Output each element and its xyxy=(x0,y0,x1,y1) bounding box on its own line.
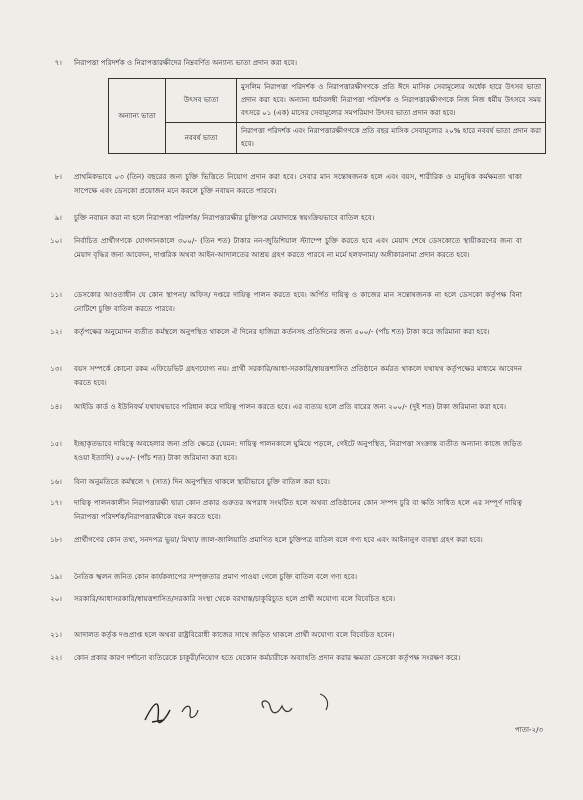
handwritten-signatures xyxy=(140,690,400,740)
clause-text: নিরাপত্তা পরিদর্শক ও নিরাপত্তারক্ষীদের নিম্নবর্ণিত অন্যান্য ভাতা প্রদান করা হবে। xyxy=(74,58,298,67)
clause-text: ডেসকোর আওতাধীন যে কোন স্থাপনা/ অফিস/ দপ্তরে দায়িত্ব পালন করতে হবে। অর্পিত দায়িত্ব ও কাজের মান সন্তোষজনক না হলে ডেসকো কর্তৃপক্ষ বিনা নোটিশে চুক্তি বাতিল করতে পারবে। xyxy=(74,290,522,313)
clause-text: দায়িত্ব পালনকালীন নিরাপত্তারক্ষী দ্বারা কোন প্রকার গুরুতর অপরাধ সংঘটিত হলে অথবা প্রতিষ্ঠানের কোন সম্পদ চুরি বা ক্ষতি সাধিত হলে এর সম্পূর্ণ দায়িত্ব নিরাপত্তা পরিদর্শক/নিরাপত্তারক্ষীকে বহন করতে হবে। xyxy=(74,498,522,521)
allowance-row-label: উৎসব ভাতা xyxy=(166,79,237,123)
clause-number: ২০। xyxy=(50,594,62,603)
clause-number: ২২। xyxy=(50,653,62,662)
clause-text: কর্তৃপক্ষের অনুমোদন ব্যতীত কর্মস্থলে অনুপস্থিত থাকলে ঐ দিনের হাজিরা কর্তনসহ প্রতিদিনের জন্য ৫০০/- (পাঁচ শত) টাকা করে জরিমানা করা হবে। xyxy=(74,327,490,336)
clause-text: বিনা অনুমতিতে কর্মস্থলে ৭ (সাত) দিন অনুপস্থিত থাকলে স্থায়ীভাবে চুক্তি বাতিল করা হবে। xyxy=(74,477,330,486)
clause-number: ১৩। xyxy=(50,364,62,373)
clause-number: ৭। xyxy=(54,58,62,67)
allowance-row-text: নিরাপত্তা পরিদর্শক এবং নিরাপত্তারক্ষীগণকে প্রতি বছর মাসিক সেবামূল্যের ২০% হারে নববর্ষ ভাতা প্রদান করা হবে। xyxy=(237,123,546,154)
clause-text: বয়স সম্পর্কে কোনো রকম এফিডেভিট গ্রহণযোগ্য নয়। প্রার্থী সরকারি/আধা-সরকারি/স্বায়ত্তশাসিত প্রতিষ্ঠানে কর্মরত থাকলে যথাযথ কর্তৃপক্ষের মাধ্যমে আবেদন করতে হবে। xyxy=(74,364,522,387)
clause-text: প্রার্থীগণের কোন তথ্য, সনদপত্র ভুয়া/ মিথ্যা/ জাল-জালিয়াতি প্রমাণিত হলে চুক্তিপত্র বাতিল বলে গণ্য হবে এবং আইনানুগ ব্যবস্থা গ্রহণ করা হবে। xyxy=(74,535,483,544)
clause-number: ১০। xyxy=(50,236,62,245)
clause-text: নির্বাচিত প্রার্থীগণকে যোগদানকালে ৩০০/- (তিন শত) টাকার নন-জুডিশিয়াল স্ট্যাম্পে চুক্তি করতে হবে এবং মেয়াদ শেষে ডেসকোতে স্থায়ীকরণের জন্য বা মেয়াদ বৃদ্ধির জন্য আবেদন, দাপ্তরিক অথবা আইন-আদালতের আশ্রয় গ্রহণ করতে পারবে না মর্মে হলফনামা/ অঙ্গীকারনামা প্রদান করতে হবে। xyxy=(74,236,522,259)
clause-text: কোন প্রকার কারণ দর্শানো ব্যতিরেকে চাকুরী/নিয়োগ হতে যেকোন কর্মচারীকে অব্যাহতি প্রদান করার ক্ষমতা ডেসকো কর্তৃপক্ষ সংরক্ষণ করে। xyxy=(74,653,461,662)
allowance-row-label: নববর্ষ ভাতা xyxy=(166,123,237,154)
clause-number: ১৮। xyxy=(50,535,62,544)
clause-text: সরকারি/আধাসরকারি/স্বায়ত্তশাসিত/সরকারি সংস্থা থেকে বরখাস্ত/চাকুরিচ্যুত হলে প্রার্থী অযোগ্য বলে বিবেচিত হবে। xyxy=(74,594,396,603)
clause-number: ৯। xyxy=(54,213,62,222)
clause-number: ২১। xyxy=(50,630,62,639)
allowance-main-label: অন্যান্য ভাতা xyxy=(109,79,166,154)
page-number: পাতা-২/৩ xyxy=(514,726,543,734)
clause-text: ইচ্ছাকৃতভাবে দায়িত্বে অবহেলার জন্য প্রতি ক্ষেত্রে (যেমন: দায়িত্ব পালনকালে ঘুমিয়ে পড়লে, গেইটে অনুপস্থিত, নিরাপত্তা সংক্রান্ত ব্যতীত অন্যান্য কাজে জড়িত হওয়া ইত্যাদি) ৫০০/- (পাঁচ শত) টাকা জরিমানা করা হবে। xyxy=(74,439,522,462)
clause-number: ১৫। xyxy=(50,439,62,448)
clause-text: আদালত কর্তৃক দণ্ডপ্রাপ্ত হলে অথবা রাষ্ট্রবিরোধী কাজের সাথে জড়িত থাকলে প্রার্থী অযোগ্য বলে বিবেচিত হবেন। xyxy=(74,630,395,639)
allowance-row-text: মুসলিম নিরাপত্তা পরিদর্শক ও নিরাপত্তারক্ষীগণকে প্রতি ঈদে মাসিক সেবামূল্যের অর্ধেক হারে উৎসব ভাতা প্রদান করা হবে। অন্যান্য ধর্মাবলম্বী নিরাপত্তা পরিদর্শক ও নিরাপত্তারক্ষীগণকে নিজ নিজ ধর্মীয় উৎসবে সময় বৎসরে ০১ (এক) মাসের সেবামূল্যের সমপরিমাণ উৎসব ভাতা প্রদান করা হবে। xyxy=(237,79,546,123)
clause-number: ১১। xyxy=(50,290,62,299)
clause-number: ১৯। xyxy=(50,572,62,581)
clause-number: ১২। xyxy=(50,327,62,336)
clause-text: আইডি কার্ড ও ইউনিফর্ম যথাযথভাবে পরিধান করে দায়িত্ব পালন করতে হবে। এর ব্যত্যয় হলে প্রতি বারের জন্য ২০০/- (দুই শত) টাকা জরিমানা করা হবে। xyxy=(74,402,507,411)
clause-text: নৈতিক স্খলন জনিত কোন কার্যকলাপের সম্পৃক্ততার প্রমাণ পাওয়া গেলে চুক্তি বাতিল বলে গণ্য হবে। xyxy=(74,572,358,581)
clause-number: ৮। xyxy=(54,172,62,181)
clause-number: ১৬। xyxy=(50,477,62,486)
clause-text: চুক্তি নবায়ন করা না হলে নিরাপত্তা পরিদর্শক/ নিরাপত্তারক্ষীর চুক্তিপত্র মেয়াদান্তে স্বয়ংক্রিয়ভাবে বাতিল হবে। xyxy=(74,213,375,222)
clause-number: ১৪। xyxy=(50,402,62,411)
clause-text: প্রাথমিকভাবে ০৩ (তিন) বছরের জন্য চুক্তি ভিত্তিতে নিয়োগ প্রদান করা হবে। সেবার মান সন্তোষজনক হলে এবং বয়স, শারীরিক ও মানুষিক কর্মক্ষমতা থাকা সাপেক্ষে এবং ডেসকো প্রয়োজন মনে করলে চুক্তি নবায়ন করতে পারবে। xyxy=(74,172,522,195)
allowance-table xyxy=(108,78,546,154)
clause-number: ১৭। xyxy=(50,498,62,507)
